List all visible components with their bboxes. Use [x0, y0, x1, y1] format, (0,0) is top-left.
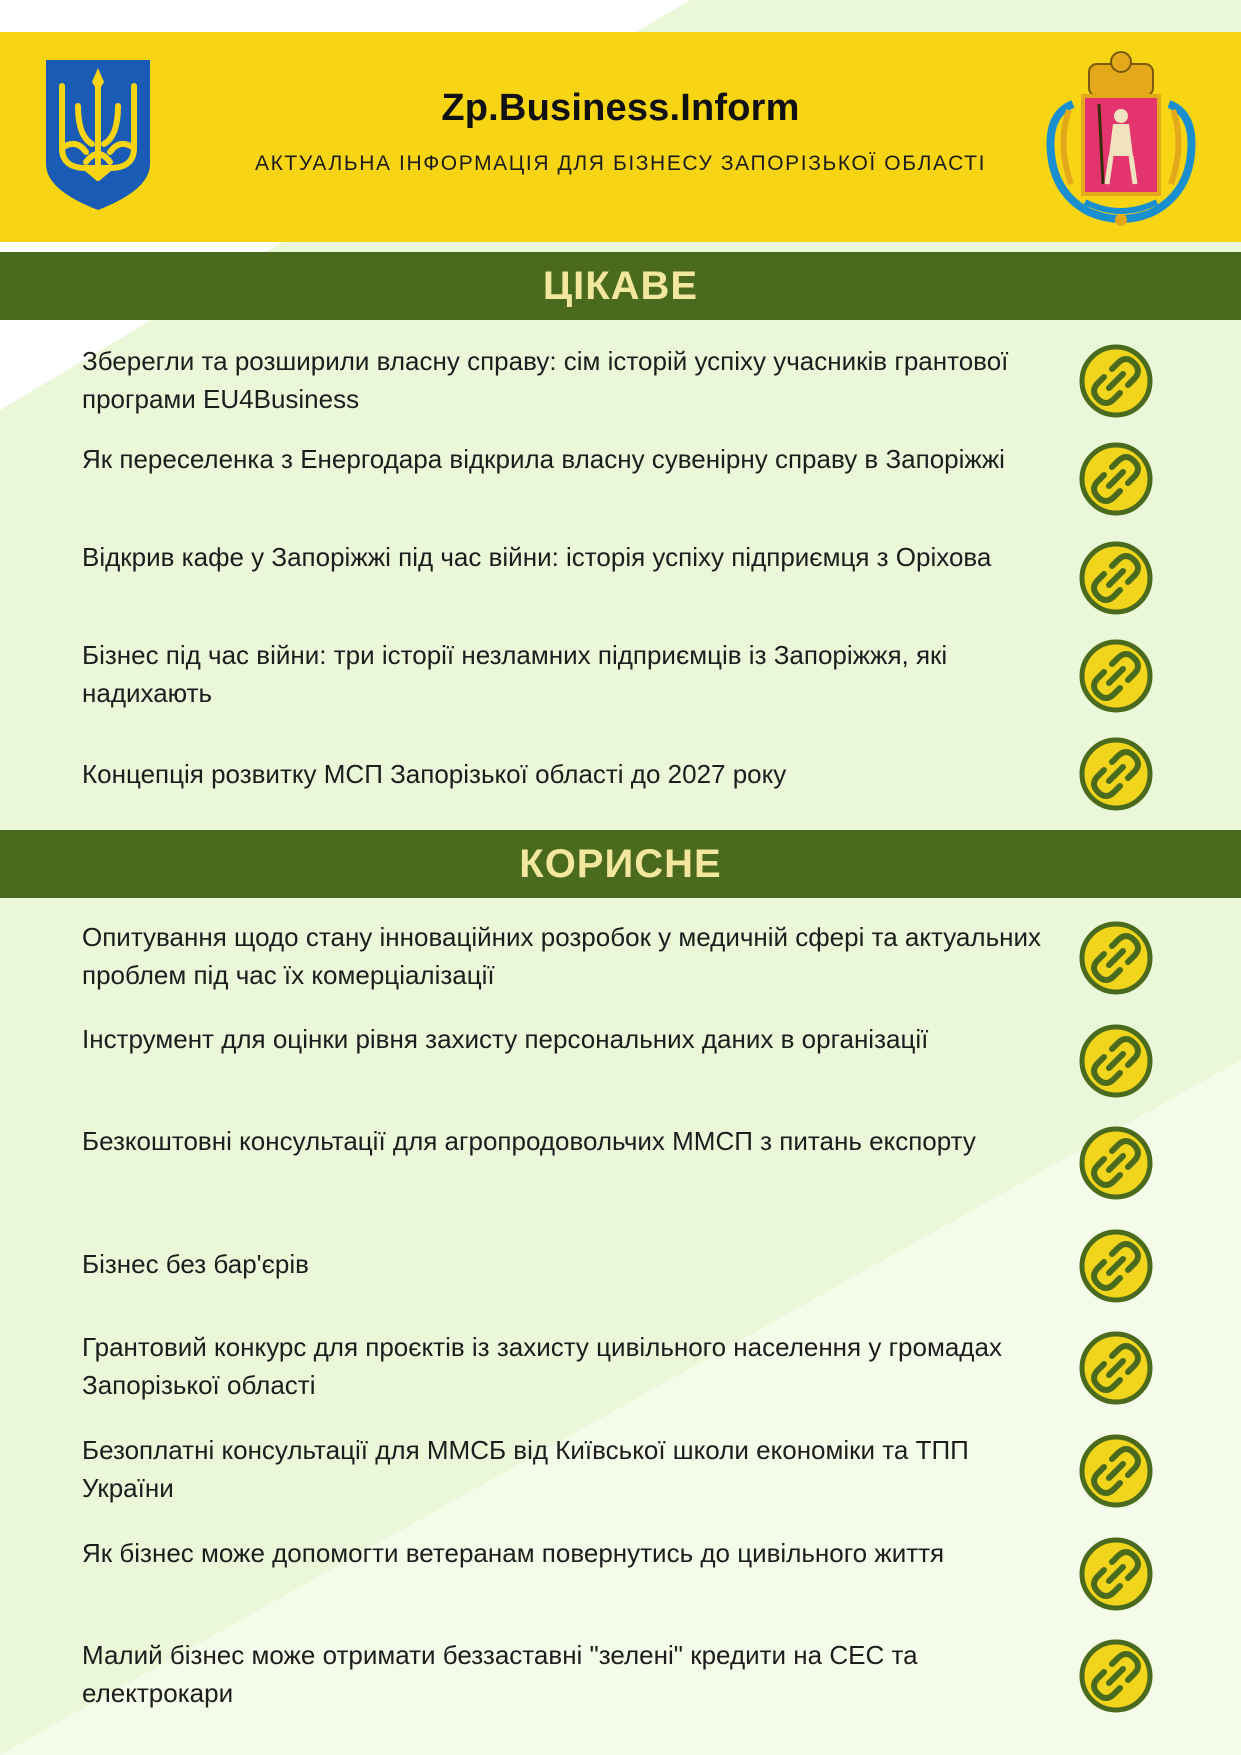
list-item[interactable]	[82, 1534, 1082, 1572]
link-icon[interactable]	[1078, 540, 1154, 616]
link-icon[interactable]	[1078, 441, 1154, 517]
link-icon[interactable]	[1078, 736, 1154, 812]
article-link-text[interactable]: Як бізнес може допомогти ветеранам повернутись до цивільного життя	[82, 1538, 945, 1568]
section-header-interesting	[0, 252, 1241, 320]
list-item[interactable]	[82, 1431, 1082, 1507]
ukraine-coat-of-arms-icon	[42, 56, 154, 214]
article-link-text[interactable]: Грантовий конкурс для проєктів із захисту цивільного населення у громадах Запорізької області	[82, 1332, 1002, 1400]
link-icon[interactable]	[1078, 1228, 1154, 1304]
list-item[interactable]	[82, 342, 1082, 418]
list-item[interactable]	[82, 755, 1082, 793]
link-icon[interactable]	[1078, 1330, 1154, 1406]
article-link-text[interactable]: Бізнес під час війни: три історії незламних підприємців із Запоріжжя, які надихають	[82, 640, 948, 708]
article-link-text[interactable]: Відкрив кафе у Запоріжжі під час війни: історія успіху підприємця з Оріхова	[82, 542, 992, 572]
list-item[interactable]	[82, 1020, 1082, 1058]
link-icon[interactable]	[1078, 1638, 1154, 1714]
header-banner	[0, 32, 1241, 242]
article-link-text[interactable]: Малий бізнес може отримати беззаставні "зелені" кредити на СЕС та електрокари	[82, 1640, 918, 1708]
list-item[interactable]	[82, 1636, 1082, 1712]
article-link-text[interactable]: Бізнес без бар'єрів	[82, 1249, 309, 1279]
site-name: Zp.Business.Inform	[441, 87, 800, 129]
list-item[interactable]	[82, 1122, 1082, 1160]
link-icon[interactable]	[1078, 920, 1154, 996]
article-link-text[interactable]: Як переселенка з Енергодара відкрила власну сувенірну справу в Запоріжжі	[82, 444, 1005, 474]
link-icon[interactable]	[1078, 1125, 1154, 1201]
article-link-text[interactable]: Зберегли та розширили власну справу: сім історій успіху учасників грантової програми EU4Business	[82, 346, 1009, 414]
list-item[interactable]	[82, 918, 1082, 994]
list-item[interactable]	[82, 636, 1082, 712]
section-header-useful	[0, 830, 1241, 898]
section-title: КОРИСНЕ	[519, 841, 722, 886]
list-item[interactable]	[82, 1245, 1082, 1283]
article-link-text[interactable]: Безоплатні консультації для ММСБ від Київської школи економіки та ТПП України	[82, 1435, 969, 1503]
section-title: ЦІКАВЕ	[542, 263, 699, 308]
list-item[interactable]	[82, 440, 1082, 478]
zaporizhzhia-coat-of-arms-icon	[1043, 44, 1199, 230]
site-subtitle: АКТУАЛЬНА ІНФОРМАЦІЯ ДЛЯ БІЗНЕСУ ЗАПОРІЗЬКОЇ ОБЛАСТІ	[254, 152, 987, 175]
article-link-text[interactable]: Безкоштовні консультації для агропродовольчих ММСП з питань експорту	[82, 1126, 976, 1156]
article-link-text[interactable]: Інструмент для оцінки рівня захисту персональних даних в організації	[82, 1024, 929, 1054]
link-icon[interactable]	[1078, 1023, 1154, 1099]
list-item[interactable]	[82, 538, 1082, 576]
link-icon[interactable]	[1078, 1536, 1154, 1612]
link-icon[interactable]	[1078, 638, 1154, 714]
list-item[interactable]	[82, 1328, 1082, 1404]
link-icon[interactable]	[1078, 343, 1154, 419]
link-icon[interactable]	[1078, 1433, 1154, 1509]
article-link-text[interactable]: Концепція розвитку МСП Запорізької області до 2027 року	[82, 759, 787, 789]
article-link-text[interactable]: Опитування щодо стану інноваційних розробок у медичній сфері та актуальних проблем під час їх комерціалізації	[82, 922, 1041, 990]
